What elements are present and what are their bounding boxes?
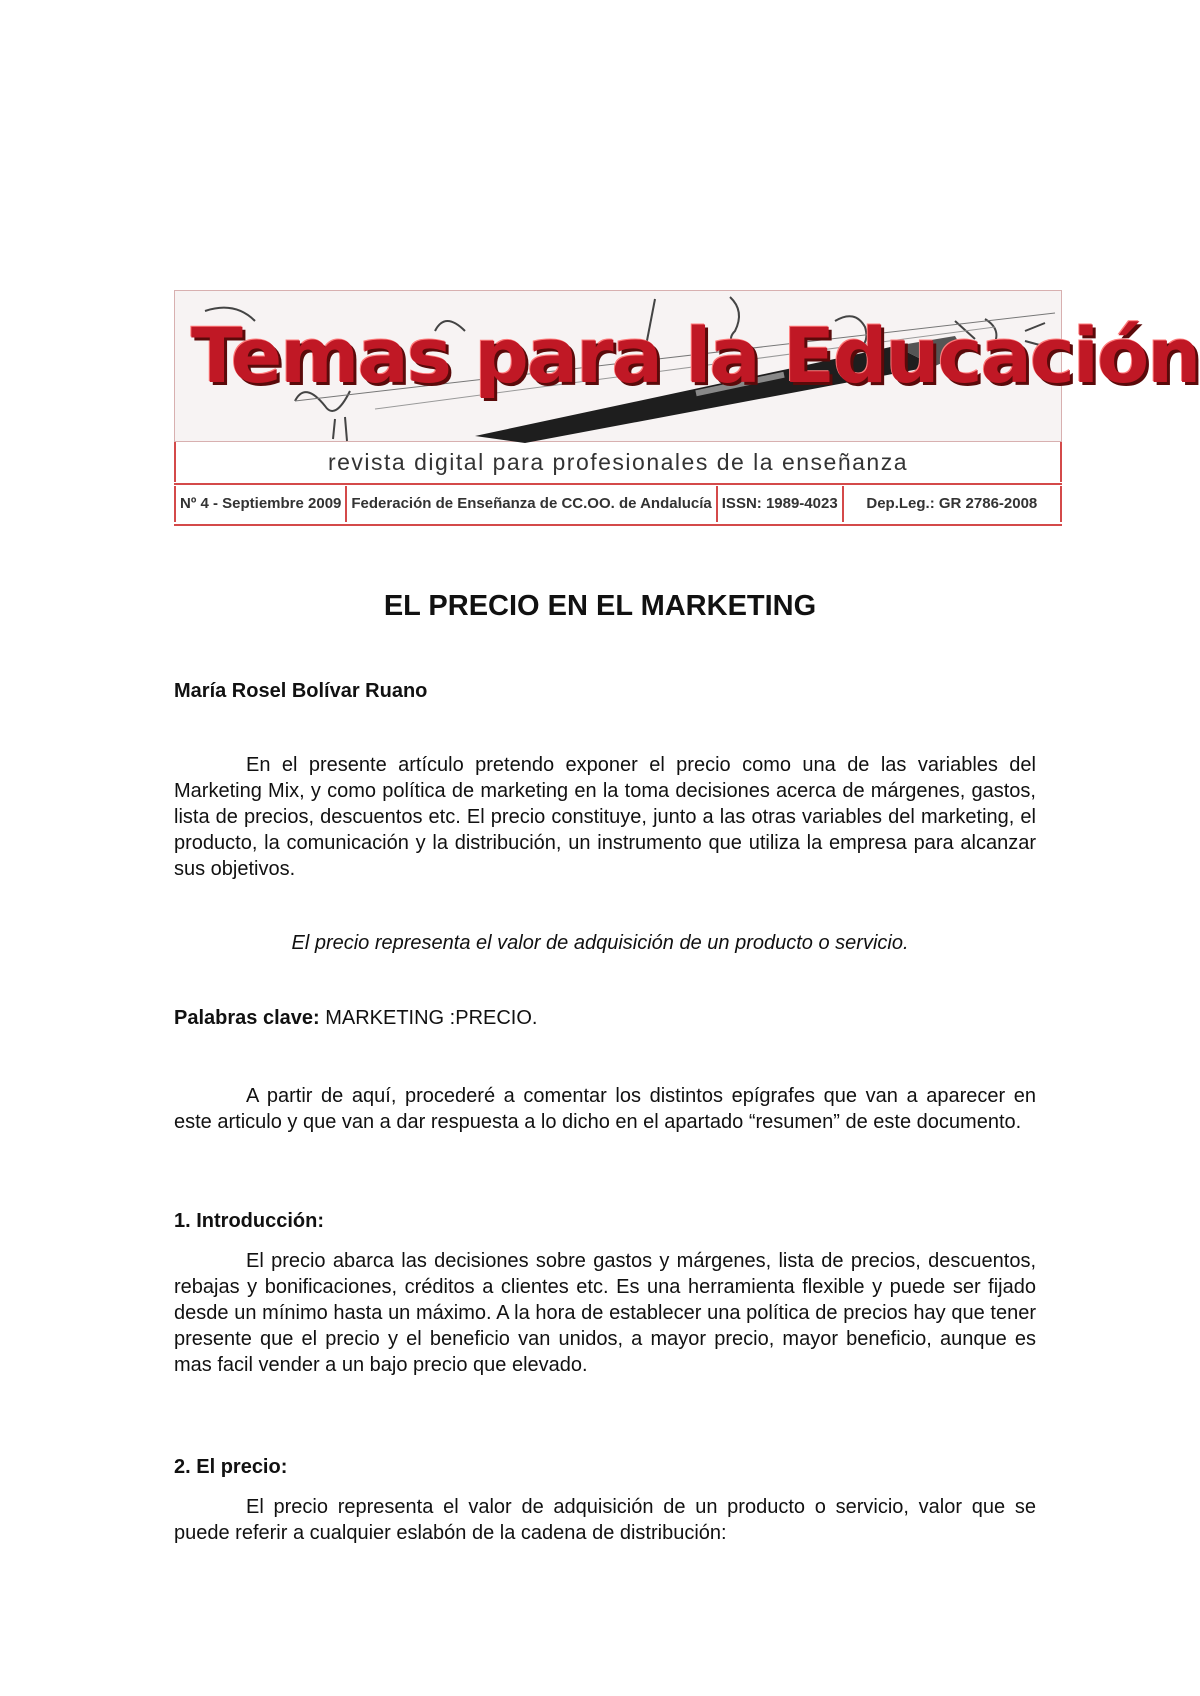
banner-separator — [174, 483, 1062, 485]
issue-number: Nº 4 - Septiembre 2009 — [174, 486, 345, 522]
article-title: EL PRECIO EN EL MARKETING — [383, 590, 817, 622]
summary-quote: El precio representa el valor de adquisición de un producto o servicio. — [291, 932, 909, 954]
article-author: María Rosel Bolívar Ruano — [174, 680, 428, 702]
banner-info-bar — [174, 486, 1062, 522]
section-2-text: El precio representa el valor de adquisición de un producto o servicio, valor que se puede referir a cualquier eslabón de la cadena de distribución: — [174, 1496, 1036, 1544]
intro-paragraph: A partir de aquí, procederé a comentar los distintos epígrafes que van a aparecer en este articulo y que van a dar respuesta a lo dicho en el apartado “resumen” de este documento. — [174, 1085, 1036, 1133]
banner-title: Temas para la Educación — [191, 311, 1200, 400]
banner-subtitle: revista digital para profesionales de la enseñanza — [174, 442, 1062, 482]
section-1-text: El precio abarca las decisiones sobre gastos y márgenes, lista de precios, descuentos, rebajas y bonificaciones, créditos a clientes etc. Es una herramienta flexible y puede ser fijado desde un mínimo hasta un máximo. A la hora de establecer una política de precios hay que tener presente que el precio y el beneficio van unidos, a mayor precio, mayor beneficio, aunque es mas facil vender a un bajo precio que elevado. — [174, 1250, 1036, 1376]
keywords — [174, 1007, 537, 1030]
banner-bottom-line — [174, 524, 1062, 526]
keywords-label: Palabras clave: — [174, 1007, 320, 1029]
abstract-paragraph: En el presente artículo pretendo exponer el precio como una de las variables del Marketing Mix, y como política de marketing en la toma decisiones acerca de márgenes, gastos, lista de precios, descuentos etc. El precio constituye, junto a las otras variables del marketing, el producto, la comunicación y la distribución, un instrumento que utiliza la empresa para alcanzar sus objetivos. — [174, 754, 1036, 880]
section-2-heading: 2. El precio: — [174, 1456, 288, 1478]
magazine-banner — [174, 290, 1200, 528]
banner-masthead — [174, 290, 1200, 442]
issn: ISSN: 1989-4023 — [716, 486, 842, 522]
section-1-heading: 1. Introducción: — [174, 1210, 324, 1232]
keywords-value: MARKETING :PRECIO. — [319, 1007, 538, 1029]
publisher: Federación de Enseñanza de CC.OO. de Andalucía — [345, 486, 715, 522]
legal-deposit: Dep.Leg.: GR 2786-2008 — [842, 486, 1062, 522]
